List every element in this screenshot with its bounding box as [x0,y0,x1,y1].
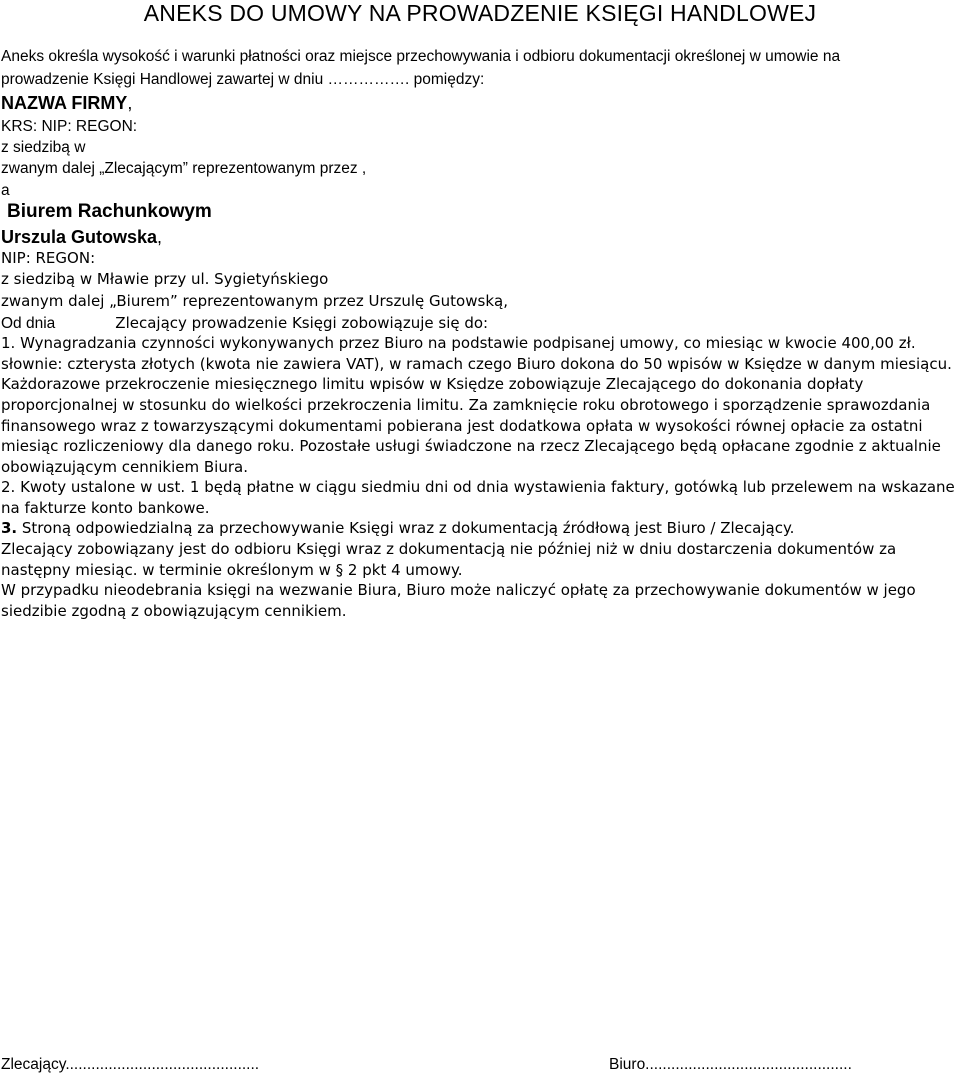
office-signature-line: Biuro................................................ [609,1056,852,1073]
paragraph-3-line-3: następny miesiąc. w terminie określonym w § 2 pkt 4 umowy. [1,561,463,579]
paragraph-3-number: 3. [1,519,18,537]
from-date-line [1,314,488,333]
company-name: NAZWA FIRMY [1,93,128,113]
office-seat: z siedzibą w Mławie przy ul. Sygietyńskiego [1,270,329,288]
office-owner-line [1,226,162,248]
paragraph-3-line-4: W przypadku nieodebrania księgi na wezwanie Biura, Biuro może naliczyć opłatę za przechowywanie dokumentów w jego [1,581,916,599]
company-name-suffix: , [127,93,133,113]
paragraph-1-line-5: finansowego wraz z towarzyszącymi dokumentami pobierana jest dodatkowa opłata w wysokości równej opłacie za ostatni [1,417,923,435]
office-ids: NIP: REGON: [1,249,96,267]
paragraph-2-line-2: na fakturze konto bankowe. [1,499,210,517]
paragraph-1-line-3: Każdorazowe przekroczenie miesięcznego limitu wpisów w Księdze zobowiązuje Zlecającego do dokonania dopłaty [1,375,864,393]
paragraph-1-line-1: 1. Wynagradzania czynności wykonywanych przez Biuro na podstawie podpisanej umowy, co miesiąc w kwocie 400,00 zł. [1,334,916,352]
client-signature-line: Zlecający............................................. [1,1056,260,1073]
document-title: ANEKS DO UMOWY NA PROWADZENIE KSIĘGI HANDLOWEJ [143,0,817,26]
paragraph-1-line-2: słownie: czterysta złotych (kwota nie zawiera VAT), w ramach czego Biuro dokona do 50 wpisów w Księdze w danym miesiącu. [1,355,952,373]
from-date-text: Zlecający prowadzenie Księgi zobowiązuje się do: [115,314,489,332]
paragraph-3-line-5: siedzibie zgodną z obowiązującym cennikiem. [1,602,347,620]
office-name: Biurem Rachunkowym [7,201,212,222]
office-owner-suffix: , [157,227,163,247]
intro-line-2: prowadzenie Księgi Handlowej zawartej w dniu ……………. pomiędzy: [1,71,485,88]
company-ids: KRS: NIP: REGON: [1,118,138,135]
paragraph-3-text: Stroną odpowiedzialną za przechowywanie Księgi wraz z dokumentacją źródłową jest Biuro / Zlecający. [17,519,795,537]
company-seat: z siedzibą w [1,139,86,156]
paragraph-1-line-6: miesiąc rozliczeniowy dla danego roku. Pozostałe usługi świadczone na rzecz Zlecającego będą opłacane zgodnie z aktualnie [1,437,941,455]
office-owner: Urszula Gutowska [1,227,158,247]
conjunction-and: a [1,182,10,199]
paragraph-1-line-7: obowiązującym cennikiem Biura. [1,458,248,476]
paragraph-3-line-1 [1,519,794,538]
company-called: zwanym dalej „Zlecającym” reprezentowanym przez , [1,160,367,177]
from-date-label: Od dnia [1,315,56,332]
intro-line-1: Aneks określa wysokość i warunki płatności oraz miejsce przechowywania i odbioru dokumentacji określonej w umowie na [1,48,841,65]
office-called: zwanym dalej „Biurem” reprezentowanym przez Urszulę Gutowską, [1,292,508,310]
company-name-line [1,92,132,114]
paragraph-3-line-2: Zlecający zobowiązany jest do odbioru Księgi wraz z dokumentacją nie później niż w dniu dostarczenia dokumentów za [1,540,897,558]
paragraph-2-line-1: 2. Kwoty ustalone w ust. 1 będą płatne w ciągu siedmiu dni od dnia wystawienia faktury, gotówką lub przelewem na wskazane [1,478,955,496]
paragraph-1-line-4: proporcjonalnej w stosunku do wielkości przekroczenia limitu. Za zamknięcie roku obrotowego i sporządzenie sprawozdania [1,396,931,414]
